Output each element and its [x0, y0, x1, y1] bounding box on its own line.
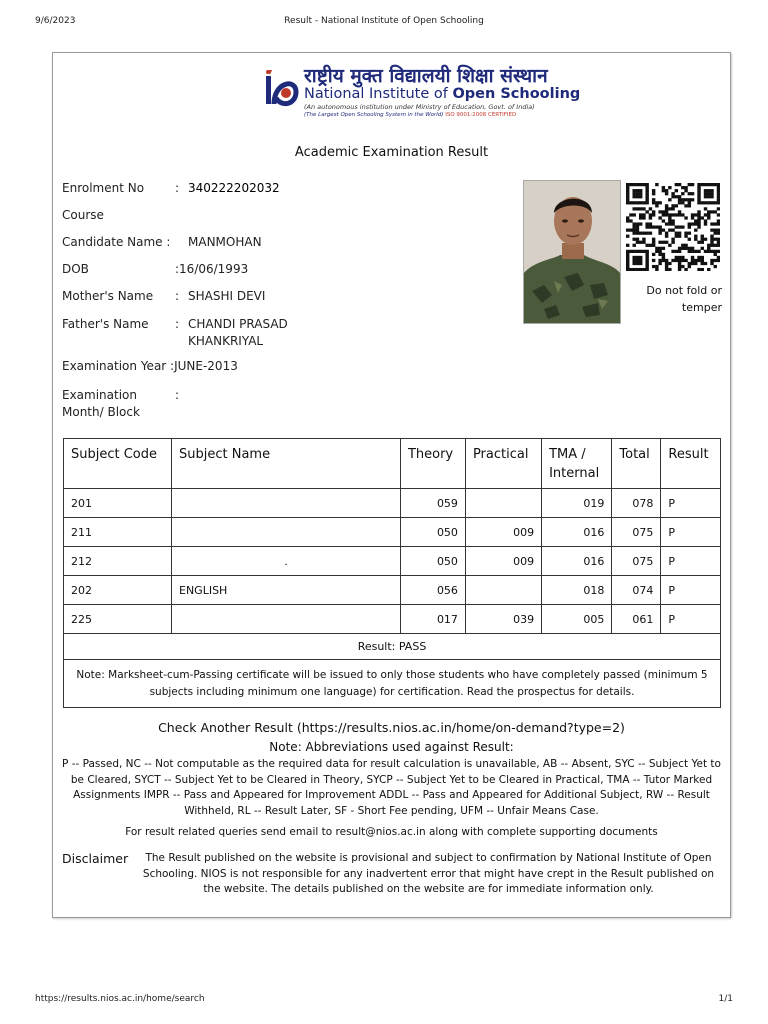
- father-label: Father's Name: [62, 317, 149, 331]
- course-label: Course: [62, 208, 104, 222]
- cell-total: 075: [612, 547, 661, 576]
- table-row: [64, 576, 721, 605]
- dob-label: DOB: [62, 262, 89, 276]
- cell-tma: 016: [542, 518, 612, 547]
- check-another-url[interactable]: (https://results.nios.ac.in/home/on-demand?type=2): [292, 720, 625, 735]
- cell-code: 212: [64, 547, 172, 576]
- cell-practical: [465, 576, 541, 605]
- enrolment-colon: :: [175, 181, 180, 195]
- cell-name: [172, 518, 401, 547]
- nios-emblem-icon: [262, 66, 302, 118]
- exam-month-colon: :: [175, 388, 180, 402]
- col-subject-name: Subject Name: [172, 439, 401, 489]
- col-result: Result: [661, 439, 721, 489]
- exam-year-label: Examination Year :JUNE-2013: [62, 359, 238, 373]
- cell-name: ENGLISH: [172, 576, 401, 605]
- logo-hindi-text: राष्ट्रीय मुक्त विद्यालयी शिक्षा संस्थान: [304, 65, 548, 87]
- father-value: CHANDI PRASAD KHANKRIYAL: [188, 317, 288, 348]
- cell-total: 061: [612, 605, 661, 634]
- cell-result: P: [661, 489, 721, 518]
- dob-value: :16/06/1993: [175, 262, 249, 276]
- candidate-value: MANMOHAN: [188, 235, 262, 249]
- abbreviations-text: P -- Passed, NC -- Not computable as the required data for result calculation is unavailable, AB -- Absent, SYC -- Subject Yet to be Cleared, SYCT -- Subject Yet to be Cleared in Theory, SYCP -- Subject Yet to be Cleared in Practical, TMA -- Tutor Marked Assignments IMPR -- Pass and Appeared for Improvement ADDL -- Pass and Appeared for Additional Subject, RW -- Result Withheld, RL -- Result Later, SF - Short Fee pending, UFM -- Unfair Means Case.: [62, 758, 721, 817]
- cell-tma: 005: [542, 605, 612, 634]
- cell-theory: 056: [400, 576, 465, 605]
- col-tma: TMA / Internal: [542, 439, 612, 489]
- cell-tma: 018: [542, 576, 612, 605]
- cell-result: P: [661, 547, 721, 576]
- logo-english-text: [304, 86, 580, 102]
- mother-colon: :: [175, 289, 180, 303]
- cell-practical: 009: [465, 547, 541, 576]
- candidate-photo: [523, 180, 621, 324]
- enrolment-label: Enrolment No: [62, 181, 145, 195]
- disclaimer-text: The Result published on the website is provisional and subject to confirmation by National Institute of Open Schooling. NIOS is not responsible for any inadvertent error that might have crept in the Result published on the website. The details published on the website are for immediate information only.: [142, 852, 715, 895]
- exam-month-label: Examination Month/ Block: [62, 388, 140, 419]
- col-total: Total: [612, 439, 661, 489]
- certificate-note: Note: Marksheet-cum-Passing certificate will be issued to only those students who have completely passed (minimum 5 subjects including minimum one language) for certification. Read the prospectus for details.: [64, 660, 721, 708]
- cell-name: [172, 489, 401, 518]
- cell-code: 201: [64, 489, 172, 518]
- cell-theory: 050: [400, 547, 465, 576]
- cell-name: .: [172, 547, 401, 576]
- nios-logo: [262, 65, 581, 122]
- cell-code: 202: [64, 576, 172, 605]
- cell-theory: 017: [400, 605, 465, 634]
- cell-theory: 059: [400, 489, 465, 518]
- cell-code: 211: [64, 518, 172, 547]
- cell-result: P: [661, 605, 721, 634]
- logo-tagline-text: (The Largest Open Schooling System in the World): [304, 112, 444, 118]
- print-date: 9/6/2023: [35, 16, 76, 26]
- disclaimer-label: Disclaimer: [62, 851, 129, 866]
- table-row: [64, 605, 721, 634]
- cell-total: 074: [612, 576, 661, 605]
- marks-table: [63, 438, 721, 708]
- cell-code: 225: [64, 605, 172, 634]
- cell-name: [172, 605, 401, 634]
- cell-practical: 009: [465, 518, 541, 547]
- print-page-number: 1/1: [718, 994, 733, 1004]
- cell-practical: 039: [465, 605, 541, 634]
- col-subject-code: Subject Code: [64, 439, 172, 489]
- candidate-label: Candidate Name :: [62, 235, 171, 249]
- cell-total: 078: [612, 489, 661, 518]
- check-another-label[interactable]: Check Another Result: [158, 720, 293, 735]
- mother-value: SHASHI DEVI: [188, 289, 266, 303]
- table-header-row: [64, 439, 721, 489]
- cell-total: 075: [612, 518, 661, 547]
- father-colon: :: [175, 317, 180, 331]
- cell-tma: 019: [542, 489, 612, 518]
- logo-iso: ISO 9001:2008 CERTIFIED: [445, 112, 517, 118]
- table-row: [64, 489, 721, 518]
- abbreviations-title: Note: Abbreviations used against Result:: [269, 740, 514, 754]
- cell-tma: 016: [542, 547, 612, 576]
- col-practical: Practical: [465, 439, 541, 489]
- check-another-result: [52, 720, 731, 735]
- candidate-photo-image: [524, 181, 620, 323]
- qr-code-icon: [626, 183, 720, 271]
- table-row: [64, 518, 721, 547]
- mother-label: Mother's Name: [62, 289, 154, 303]
- enrolment-value: 340222202032: [188, 181, 280, 195]
- certificate-note-row: [64, 660, 721, 708]
- logo-english-bold: Open Schooling: [452, 86, 581, 102]
- cell-theory: 050: [400, 518, 465, 547]
- cell-practical: [465, 489, 541, 518]
- print-page-title: Result - National Institute of Open Schooling: [284, 16, 484, 26]
- overall-result: Result: PASS: [64, 634, 721, 660]
- logo-english-prefix: National Institute of: [304, 86, 453, 102]
- queries-note: For result related queries send email to result@nios.ac.in along with complete supporting documents: [125, 826, 658, 838]
- table-row: [64, 547, 721, 576]
- fold-note: Do not fold or temper: [646, 284, 722, 314]
- cell-result: P: [661, 518, 721, 547]
- cell-result: P: [661, 576, 721, 605]
- col-theory: Theory: [400, 439, 465, 489]
- logo-tagline: [304, 112, 516, 118]
- page-title: Academic Examination Result: [294, 145, 489, 160]
- overall-result-row: [64, 634, 721, 660]
- print-url: https://results.nios.ac.in/home/search: [35, 994, 205, 1004]
- logo-subtitle: (An autonomous institution under Ministry of Education, Govt. of India): [304, 103, 535, 111]
